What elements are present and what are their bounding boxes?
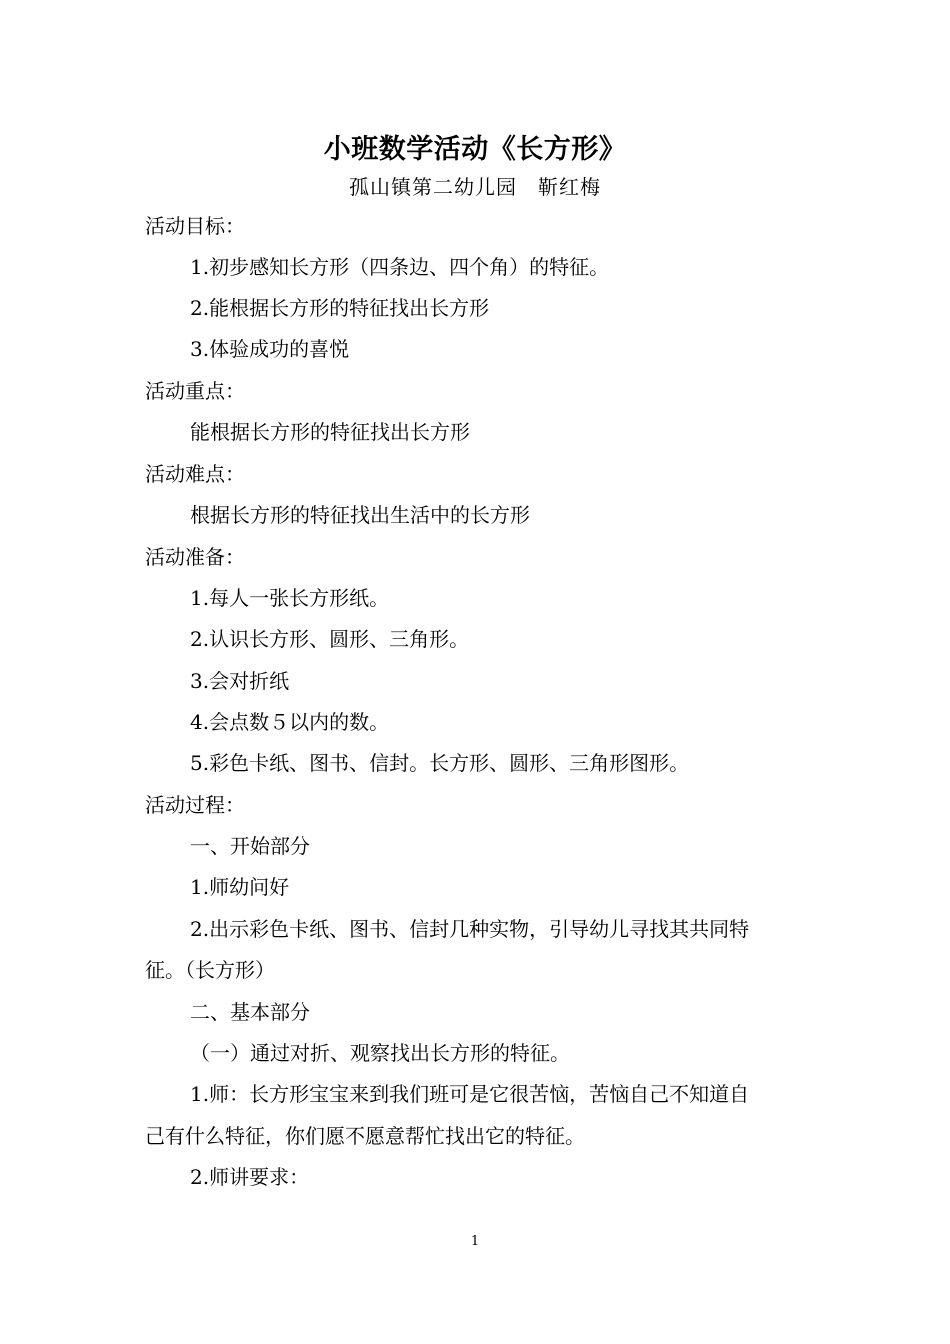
part2-step-1-line-1: 1.师：长方形宝宝来到我们班可是它很苦恼，苦恼自己不知道自 [190, 1082, 750, 1106]
prep-item-4: 4.会点数５以内的数。 [190, 710, 390, 734]
goal-item-2: 2.能根据长方形的特征找出长方形 [190, 296, 490, 320]
prep-heading: 活动准备： [145, 545, 245, 569]
part1-step-2-line-1: 2.出示彩色卡纸、图书、信封几种实物，引导幼儿寻找其共同特 [190, 917, 750, 941]
document-subtitle: 孤山镇第二幼儿园 靳红梅 [349, 175, 601, 199]
key-text: 能根据长方形的特征找出长方形 [190, 420, 470, 444]
key-heading: 活动重点： [145, 379, 245, 403]
prep-item-2: 2.认识长方形、圆形、三角形。 [190, 627, 470, 651]
part1-step-2-line-2: 征。（长方形） [145, 958, 275, 982]
process-heading: 活动过程： [145, 793, 245, 817]
part2-step-1-line-2: 己有什么特征，你们愿不愿意帮忙找出它的特征。 [145, 1124, 585, 1148]
part2-step-2: 2.师讲要求： [190, 1165, 310, 1189]
part2-subsection-1: （一）通过对折、观察找出长方形的特征。 [190, 1041, 570, 1065]
part2-heading: 二、基本部分 [190, 1000, 310, 1024]
prep-item-3: 3.会对折纸 [190, 669, 290, 693]
prep-item-5: 5.彩色卡纸、图书、信封。长方形、圆形、三角形图形。 [190, 751, 690, 775]
goal-item-3: 3.体验成功的喜悦 [190, 337, 350, 361]
difficulty-text: 根据长方形的特征找出生活中的长方形 [190, 503, 530, 527]
page-number: 1 [470, 1234, 480, 1249]
part1-step-1: 1.师幼问好 [190, 875, 290, 899]
prep-item-1: 1.每人一张长方形纸。 [190, 586, 390, 610]
goals-heading: 活动目标： [145, 214, 245, 238]
goal-item-1: 1.初步感知长方形（四条边、四个角）的特征。 [190, 255, 610, 279]
difficulty-heading: 活动难点： [145, 462, 245, 486]
document-title: 小班数学活动《长方形》 [323, 134, 627, 165]
part1-heading: 一、开始部分 [190, 834, 310, 858]
